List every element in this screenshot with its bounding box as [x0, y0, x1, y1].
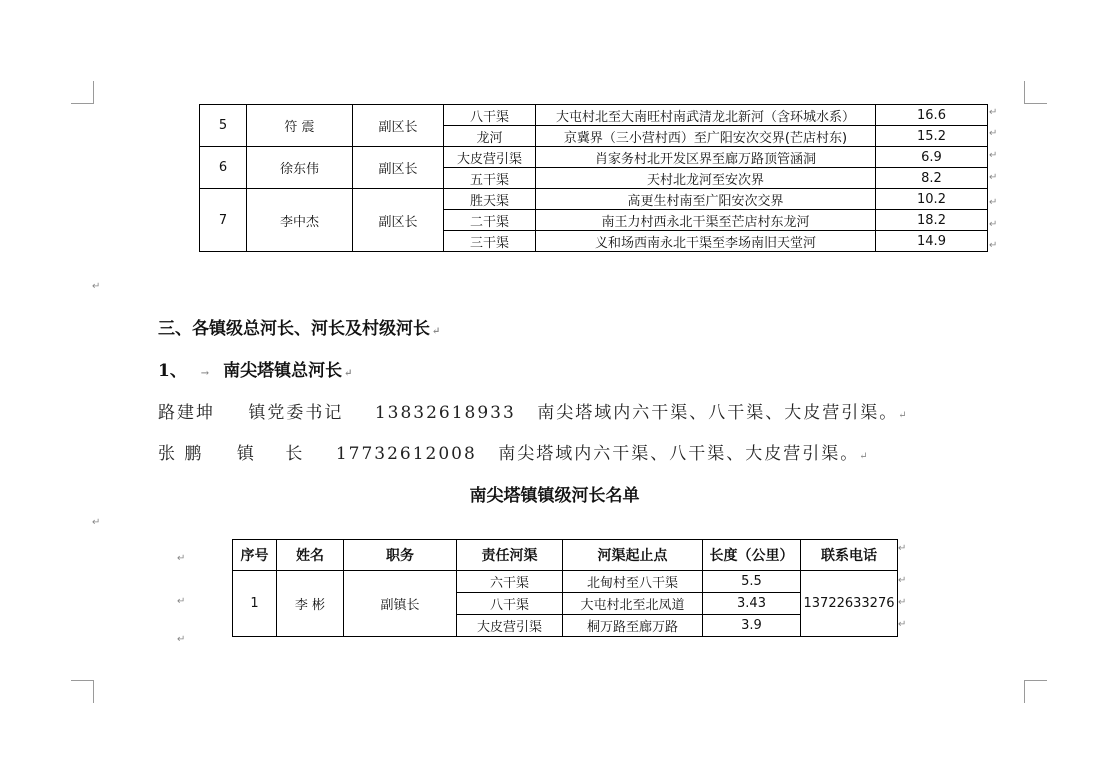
- channel-range: 肖家务村北开发区界至廊万路顶管涵洞: [536, 147, 876, 168]
- row-number: 1: [233, 571, 277, 637]
- chief-post: 副区长: [353, 147, 444, 189]
- chief-name: 李中杰: [247, 189, 353, 252]
- channel-range: 北甸村至八干渠: [563, 571, 703, 593]
- channel-length: 16.6: [876, 105, 988, 126]
- header-phone: 联系电话: [801, 540, 898, 571]
- table-header-row: [233, 540, 898, 571]
- channel-name: 五干渠: [444, 168, 536, 189]
- header-channel: 责任河渠: [457, 540, 563, 571]
- row-end-mark: ↵: [898, 543, 907, 554]
- header-length: 长度（公里）: [703, 540, 801, 571]
- header-name: 姓名: [277, 540, 344, 571]
- crop-mark-top-left: [71, 81, 94, 104]
- chief-name: 符 震: [247, 105, 353, 147]
- channel-name: 龙河: [444, 126, 536, 147]
- channel-name: 二干渠: [444, 210, 536, 231]
- row-number: 7: [200, 189, 247, 252]
- chief-line: 路建坤 镇党委书记 13832618933 南尖塔域内六干渠、八干渠、大皮营引渠。↵: [158, 403, 909, 423]
- sub-heading: 1、 → 南尖塔镇总河长 ↵: [158, 361, 353, 381]
- sub-heading-number: 1、: [158, 361, 187, 381]
- channel-name: 大皮营引渠: [444, 147, 536, 168]
- table-row: [233, 571, 898, 593]
- town-river-chief-table: [232, 539, 898, 637]
- crop-mark-top-right: [1024, 81, 1047, 104]
- row-number: 5: [200, 105, 247, 147]
- chief-post: 副镇长: [344, 571, 457, 637]
- channel-length: 3.9: [703, 615, 801, 637]
- crop-mark-bottom-right: [1024, 680, 1047, 703]
- row-end-mark: ↵: [898, 597, 907, 608]
- district-river-chief-table: [199, 104, 988, 252]
- channel-range: 天村北龙河至安次界: [536, 168, 876, 189]
- paragraph-mark: ↵: [92, 281, 101, 292]
- channel-length: 3.43: [703, 593, 801, 615]
- paragraph-mark: ↵: [92, 517, 101, 528]
- channel-range: 南王力村西永北干渠至芒店村东龙河: [536, 210, 876, 231]
- channel-name: 八干渠: [444, 105, 536, 126]
- table-row: [200, 189, 988, 210]
- channel-range: 义和场西南永北干渠至李场南旧天堂河: [536, 231, 876, 252]
- channel-length: 15.2: [876, 126, 988, 147]
- channel-range: 高更生村南至广阳安次交界: [536, 189, 876, 210]
- list-title: 南尖塔镇镇级河长名单: [469, 486, 640, 506]
- channel-range: 大屯村北至大南旺村南武清龙北新河（含环城水系）: [536, 105, 876, 126]
- channel-length: 6.9: [876, 147, 988, 168]
- chief-post: 副区长: [353, 189, 444, 252]
- channel-name: 三干渠: [444, 231, 536, 252]
- row-end-mark: ↵: [989, 172, 998, 183]
- channel-range: 京冀界（三小营村西）至广阳安次交界(芒店村东): [536, 126, 876, 147]
- row-end-mark: ↵: [898, 575, 907, 586]
- contact-phone: 13722633276: [801, 571, 898, 637]
- header-range: 河渠起止点: [563, 540, 703, 571]
- chief-post: 副区长: [353, 105, 444, 147]
- channel-length: 18.2: [876, 210, 988, 231]
- header-post: 职务: [344, 540, 457, 571]
- channel-name: 胜天渠: [444, 189, 536, 210]
- channel-name: 八干渠: [457, 593, 563, 615]
- chief-name: 李 彬: [277, 571, 344, 637]
- row-end-mark: ↵: [989, 197, 998, 208]
- section-heading: 三、各镇级总河长、河长及村级河长 ↵: [158, 319, 441, 339]
- header-number: 序号: [233, 540, 277, 571]
- channel-length: 8.2: [876, 168, 988, 189]
- paragraph-mark: ↵: [177, 553, 186, 564]
- crop-mark-bottom-left: [71, 680, 94, 703]
- chief-name: 徐东伟: [247, 147, 353, 189]
- chief-line: 张 鹏 镇 长 17732612008 南尖塔域内六干渠、八干渠、大皮营引渠。↵: [158, 444, 870, 464]
- channel-length: 14.9: [876, 231, 988, 252]
- row-number: 6: [200, 147, 247, 189]
- channel-range: 桐万路至廊万路: [563, 615, 703, 637]
- channel-length: 10.2: [876, 189, 988, 210]
- table-row: [200, 147, 988, 168]
- table-row: [200, 105, 988, 126]
- row-end-mark: ↵: [989, 240, 998, 251]
- channel-range: 大屯村北至北凤道: [563, 593, 703, 615]
- sub-heading-text: 南尖塔镇总河长: [223, 361, 343, 381]
- paragraph-mark: ↵: [177, 596, 186, 607]
- channel-name: 大皮营引渠: [457, 615, 563, 637]
- channel-length: 5.5: [703, 571, 801, 593]
- row-end-mark: ↵: [989, 219, 998, 230]
- row-end-mark: ↵: [989, 107, 998, 118]
- row-end-mark: ↵: [898, 619, 907, 630]
- channel-name: 六干渠: [457, 571, 563, 593]
- paragraph-mark: ↵: [177, 634, 186, 645]
- row-end-mark: ↵: [989, 150, 998, 161]
- row-end-mark: ↵: [989, 128, 998, 139]
